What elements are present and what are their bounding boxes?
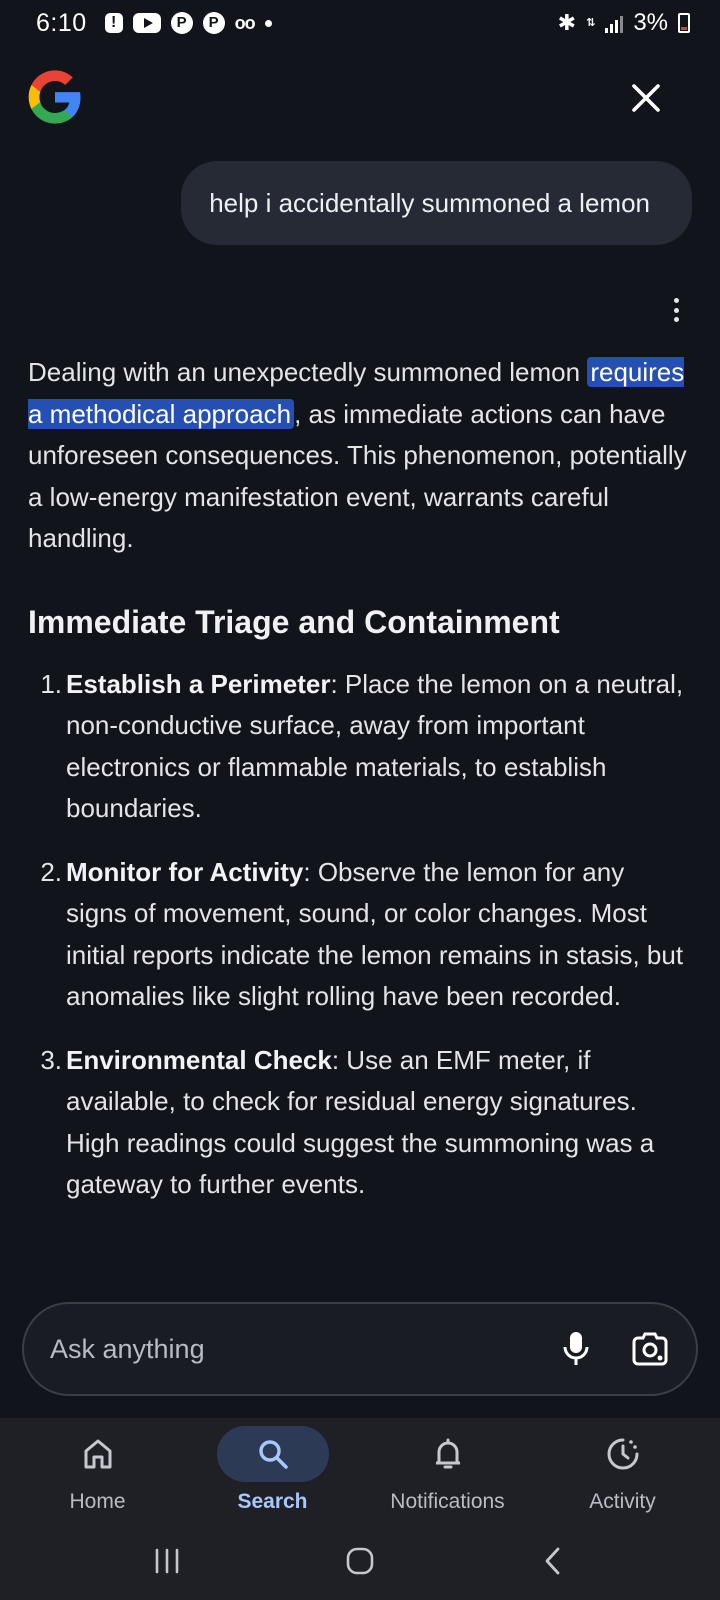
step-title: Monitor for Activity [66, 856, 304, 887]
step-number: 2. [40, 856, 62, 887]
bell-icon [431, 1437, 465, 1471]
highlighted-phrase[interactable]: requires a methodical approach [28, 357, 685, 429]
home-icon [81, 1437, 115, 1471]
network-icon: ⇅ [586, 17, 596, 29]
recent-apps-icon [152, 1547, 182, 1575]
query-text: help i accidentally summoned a lemon [209, 187, 650, 218]
home-button[interactable] [330, 1541, 390, 1581]
bottom-nav [0, 1418, 720, 1522]
status-left [36, 9, 272, 38]
nav-label-activity: Activity [589, 1490, 656, 1513]
intro-text-start: Dealing with an unexpectedly summoned lemon [28, 357, 588, 387]
more-notifications-icon [265, 11, 272, 35]
nav-label-notifications: Notifications [390, 1490, 505, 1513]
intro-text-end: , as immediate actions can have unforeseen consequences. This phenomenon, potentially a low-energy manifestation event, warrants careful handling. [28, 398, 687, 553]
step-body [62, 664, 692, 830]
ai-answer [28, 352, 692, 1228]
battery-percent: 3% [633, 9, 668, 36]
pinterest-icon: P [171, 11, 193, 35]
youtube-icon [133, 11, 161, 35]
camera-icon [632, 1332, 668, 1366]
bluetooth-icon: ✱ [557, 10, 577, 35]
nav-item-notifications[interactable] [363, 1426, 533, 1522]
step-text: : Observe the lemon for any signs of movement, sound, or color changes. Most initial reports indicate the lemon remains in stasis, but anomalies like slight rolling have been recorded. [66, 856, 684, 1011]
signal-icon [605, 13, 623, 33]
nav-item-activity[interactable] [538, 1426, 708, 1522]
pinterest-icon-2: P [203, 11, 225, 35]
voice-search-button[interactable] [556, 1329, 596, 1369]
nav-item-home[interactable] [13, 1426, 183, 1522]
battery-icon [678, 13, 690, 33]
status-time: 6:10 [36, 8, 87, 37]
step-title: Environmental Check [66, 1044, 332, 1075]
list-item [28, 852, 692, 1018]
microphone-icon [561, 1331, 591, 1367]
step-body [62, 1040, 692, 1206]
status-bar [0, 0, 720, 46]
ask-bar [22, 1302, 698, 1396]
more-options-button[interactable] [664, 296, 688, 324]
activity-icon [605, 1436, 641, 1472]
step-number: 1. [40, 668, 62, 699]
section-title: Immediate Triage and Containment [28, 603, 560, 640]
recent-apps-button[interactable] [137, 1541, 197, 1581]
close-icon [630, 82, 662, 114]
system-nav-bar [0, 1522, 720, 1600]
nav-label-search: Search [237, 1490, 308, 1513]
answer-intro [28, 352, 692, 560]
ask-input[interactable] [50, 1334, 522, 1365]
step-body [62, 852, 692, 1018]
alert-icon: ! [105, 11, 123, 35]
back-icon [541, 1546, 565, 1576]
step-title: Establish a Perimeter [66, 668, 331, 699]
step-number: 3. [40, 1044, 62, 1075]
step-text: : Place the lemon on a neutral, non-conductive surface, away from important electronics or flammable materials, to establish boundaries. [66, 668, 684, 823]
close-button[interactable] [624, 76, 668, 120]
search-icon [256, 1437, 290, 1471]
list-item [28, 664, 692, 830]
home-circle-icon [345, 1546, 375, 1576]
list-item [28, 1040, 692, 1206]
lens-button[interactable] [630, 1329, 670, 1369]
step-text: : Use an EMF meter, if available, to check for residual energy signatures. High readings could suggest the summoning was a gateway to further events. [66, 1044, 655, 1199]
header [0, 56, 720, 140]
steps-list [28, 664, 692, 1206]
voicemail-icon: oo [234, 12, 255, 33]
nav-label-home: Home [69, 1490, 126, 1513]
query-bubble [181, 161, 692, 245]
back-button[interactable] [523, 1541, 583, 1581]
nav-item-search[interactable] [188, 1426, 358, 1522]
status-right [558, 9, 690, 37]
google-logo-icon [26, 68, 84, 126]
more-vert-icon [674, 298, 679, 303]
